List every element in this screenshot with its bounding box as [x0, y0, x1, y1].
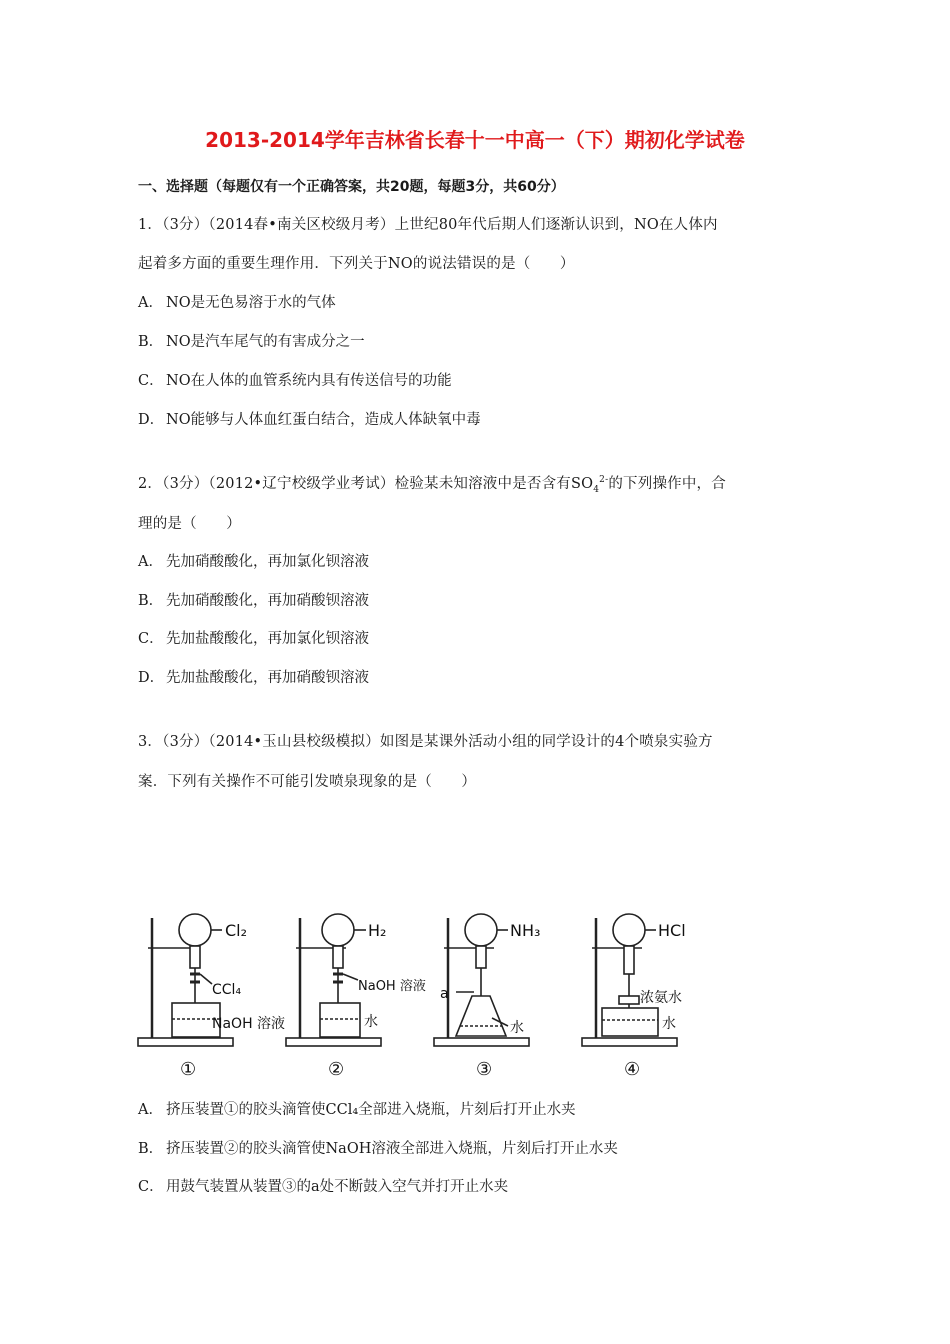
apparatus-number-4: ④: [624, 1059, 641, 1080]
q1-stem-line2: 起着多方面的重要生理作用．下列关于NO的说法错误的是（ ）: [138, 256, 575, 272]
q3-option-c: [138, 1175, 508, 1196]
q1-option-a: [138, 291, 336, 312]
option-text: 先加盐酸酸化，再加氯化钡溶液: [166, 631, 369, 647]
subscript: 4: [593, 484, 600, 495]
liquid-label-1: NaOH 溶液: [212, 1016, 286, 1032]
superscript: 2-: [599, 475, 609, 486]
q1-stem-line1: 1．（3分）（2014春•南关区校级月考）上世纪80年代后期人们逐渐认识到，NO在人体内: [138, 217, 718, 233]
apparatus-4: [582, 914, 686, 1080]
q2-stem-line2: 理的是（ ）: [138, 516, 241, 532]
q1-option-b: [138, 330, 365, 351]
option-text: 用鼓气装置从装置③的a处不断鼓入空气并打开止水夹: [166, 1179, 509, 1195]
section-heading: 一、选择题（每题仅有一个正确答案，共20题，每题3分，共60分）: [138, 179, 565, 195]
q2-stem-line1: [138, 472, 726, 495]
apparatus-number-2: ②: [328, 1059, 345, 1080]
option-label: C．: [138, 1179, 164, 1195]
option-label: A．: [138, 1102, 163, 1118]
apparatus-number-3: ③: [476, 1059, 493, 1080]
liquid-label-3: 水: [510, 1020, 524, 1036]
option-text: 挤压装置①的胶头滴管使CCl₄全部进入烧瓶，片刻后打开止水夹: [166, 1102, 576, 1118]
apparatus-1: [138, 914, 285, 1080]
apparatus-number-1: ①: [180, 1059, 197, 1080]
dropper-label-1: CCl₄: [212, 982, 242, 998]
gas-label-1: Cl₂: [225, 921, 248, 940]
option-label: C．: [138, 631, 164, 647]
q3-option-a: [138, 1098, 576, 1119]
apparatus-3: [434, 914, 540, 1080]
option-label: A．: [138, 554, 163, 570]
q2-option-d: [138, 666, 369, 687]
option-label: A．: [138, 295, 163, 311]
option-text: NO能够与人体血红蛋白结合，造成人体缺氧中毒: [166, 412, 481, 428]
q3-option-b: [138, 1137, 618, 1158]
liquid-label-2: 水: [364, 1014, 378, 1030]
port-label-3: a: [440, 986, 449, 1002]
option-text: 先加硝酸酸化，再加氯化钡溶液: [166, 554, 369, 570]
gas-label-3: NH₃: [510, 921, 541, 940]
option-text: 挤压装置②的胶头滴管使NaOH溶液全部进入烧瓶，片刻后打开止水夹: [166, 1141, 618, 1157]
liquid-label-4: 水: [662, 1016, 676, 1032]
q2-option-b: [138, 589, 369, 610]
option-label: B．: [138, 593, 164, 609]
fountain-experiment-figure: [130, 908, 710, 1086]
option-label: C．: [138, 373, 164, 389]
option-text: NO是无色易溶于水的气体: [166, 295, 336, 311]
apparatus-2: [286, 914, 426, 1080]
option-text: NO在人体的血管系统内具有传送信号的功能: [166, 373, 452, 389]
gas-label-2: H₂: [368, 921, 387, 940]
dropper-label-2: NaOH 溶液: [358, 979, 426, 994]
q2-stem-text-end: 的下列操作中，合: [608, 476, 726, 492]
option-text: 先加盐酸酸化，再加硝酸钡溶液: [166, 670, 369, 686]
dropper-label-4: 浓氨水: [640, 990, 682, 1006]
q3-stem-line2: 案．下列有关操作不可能引发喷泉现象的是（ ）: [138, 774, 477, 790]
gas-label-4: HCl: [658, 921, 686, 940]
page-title: 2013-2014学年吉林省长春十一中高一（下）期初化学试卷: [205, 128, 745, 152]
option-label: D．: [138, 670, 165, 686]
option-label: B．: [138, 334, 164, 350]
option-label: D．: [138, 412, 165, 428]
q2-option-c: [138, 627, 369, 648]
q1-option-d: [138, 408, 481, 429]
option-text: NO是汽车尾气的有害成分之一: [166, 334, 365, 350]
q1-option-c: [138, 369, 452, 390]
option-label: B．: [138, 1141, 164, 1157]
option-text: 先加硝酸酸化，再加硝酸钡溶液: [166, 593, 369, 609]
q3-stem-line1: 3．（3分）（2014•玉山县校级模拟）如图是某课外活动小组的同学设计的4个喷泉实验方: [138, 734, 713, 750]
q2-option-a: [138, 550, 369, 571]
q2-stem-text: 2．（3分）（2012•辽宁校级学业考试）检验某未知溶液中是否含有SO: [138, 476, 594, 492]
